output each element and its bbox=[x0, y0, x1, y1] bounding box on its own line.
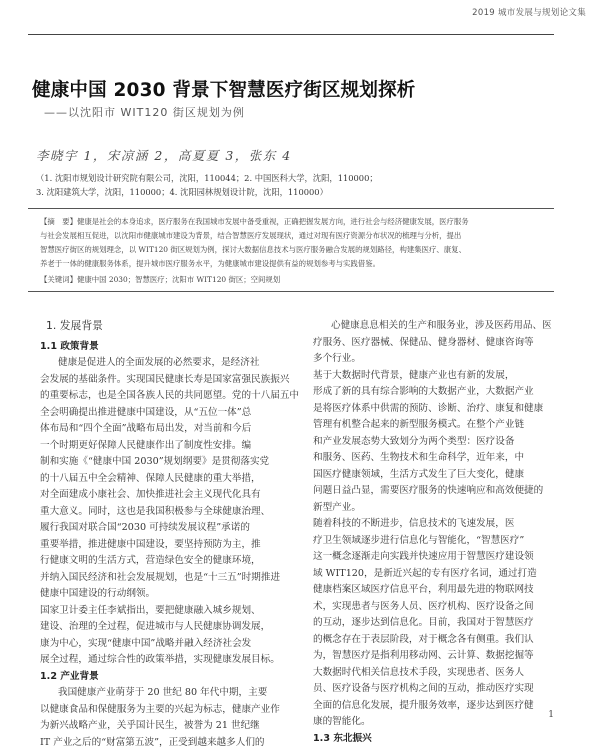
body-text-line: 全会明确提出推进健康中国建设，从“五位一体”总 bbox=[40, 405, 292, 422]
body-text-line: 为新兴战略产业，关乎国计民生，被誉为 21 世纪继 bbox=[40, 718, 292, 735]
body-text-line: 健康档案区域医疗信息平台，利用最先进的物联网技 bbox=[313, 582, 555, 599]
body-column-left bbox=[40, 318, 292, 751]
body-text-line: 问题日益凸显，需要医疗服务的快速响应和高效便捷的 bbox=[313, 483, 555, 500]
body-text-line: 基于大数据时代背景，健康产业也有新的发展， bbox=[313, 368, 555, 385]
body-text-line: 并纳入国民经济和社会发展规划，也是“十三五”时期推进 bbox=[40, 570, 292, 587]
body-text-line: 对全面建成小康社会、加快推进社会主义现代化具有 bbox=[40, 487, 292, 504]
body-text-line: 重要举措，推进健康中国建设，要坚持预防为主，推 bbox=[40, 537, 292, 554]
body-text-line: 为，智慧医疗是指利用移动网、云计算、数据挖掘等 bbox=[313, 648, 555, 665]
section-heading: 1. 发展背景 bbox=[40, 318, 292, 335]
body-text-line: 心健康息息相关的生产和服务业，涉及医药用品、医 bbox=[313, 318, 555, 335]
paper-title: 健康中国 2030 背景下智慧医疗街区规划探析 bbox=[32, 76, 415, 102]
abstract-line: 与社会发展相互促进，以沈阳市健康城市建设为背景，结合智慧医疗发展现状，通过对现有医疗资源分布状况的梳理与分析，提出 bbox=[40, 230, 461, 241]
subsection-heading: 1.2 产业背景 bbox=[40, 669, 292, 686]
body-text-line: 体布局和“四个全面”战略布局出发，对当前和今后 bbox=[40, 421, 292, 438]
affiliation-line: 3. 沈阳建筑大学，沈阳，110000；4. 沈阳园林规划设计院，沈阳，110000） bbox=[36, 186, 328, 198]
body-text-line: 全面的信息化发展，提升服务效率，逐步达到医疗健 bbox=[313, 698, 555, 715]
body-text-line: 展全过程，通过综合性的政策举措，实现健康发展目标。 bbox=[40, 652, 292, 669]
body-text-line: 这一概念逐渐走向实践并快速应用于智慧医疗建设领 bbox=[313, 549, 555, 566]
body-text-line: 形成了新的具有综合影响的大数据产业，大数据产业 bbox=[313, 384, 555, 401]
body-text-line: 会发展的基础条件。实现国民健康长寿是国家富强民族振兴 bbox=[40, 372, 292, 389]
body-text-line: 国医疗健康领域，生活方式发生了巨大变化，健康 bbox=[313, 467, 555, 484]
body-text-line: 以健康食品和保健服务为主要的兴起为标志，健康产业作 bbox=[40, 702, 292, 719]
body-text-line: 和产业发展态势大致划分为两个类型：医疗设备 bbox=[313, 434, 555, 451]
abstract-line: 养老于一体的健康服务体系，提升城市医疗服务水平，为健康城市建设提供有益的规划参考与实践借鉴。 bbox=[40, 258, 380, 269]
author-list: 李晓宇 1，宋凉涵 2，高夏夏 3，张东 4 bbox=[36, 146, 292, 164]
body-text-line: 疗服务、医疗器械、保健品、健身器材、健康咨询等 bbox=[313, 335, 555, 352]
body-text-line: 康的智能化。 bbox=[313, 714, 555, 731]
body-text-line: 的概念存在于表层阶段，对于概念各有侧重。我们认 bbox=[313, 632, 555, 649]
body-column-right bbox=[313, 318, 555, 747]
body-text-line: 我国健康产业萌芽于 20 世纪 80 年代中期，主要 bbox=[40, 685, 292, 702]
page-number: 1 bbox=[548, 710, 554, 720]
body-text-line: 大数据时代相关信息技术手段，实现患者、医务人 bbox=[313, 665, 555, 682]
paper-subtitle: ——以沈阳市 WIT120 街区规划为例 bbox=[44, 104, 245, 120]
abstract-line: 【摘 要】健康是社会的本身追求，医疗服务在我国城市发展中备受重视，正确把握发展方向，进行社会与经济健康发展，医疗服务 bbox=[40, 216, 469, 227]
affiliation-line: （1. 沈阳市规划设计研究院有限公司，沈阳，110044；2. 中国医科大学，沈阳，110000； bbox=[36, 172, 378, 184]
abstract-line: 智慧医疗街区的规划理念，以 WIT120 街区规划为例，探讨大数据信息技术与医疗服务融合发展的规划路径，构建集医疗、康复、 bbox=[40, 244, 466, 255]
body-text-line: 的重要标志，也是全国各族人民的共同愿望。党的十八届五中 bbox=[40, 388, 292, 405]
subsection-heading: 1.3 东北振兴 bbox=[313, 731, 555, 748]
body-text-line: 康为中心，实现“健康中国”战略并融入经济社会发 bbox=[40, 636, 292, 653]
body-text-line: 健康中国建设的行动纲领。 bbox=[40, 586, 292, 603]
body-text-line: 管理有机整合起来的新型服务模式。在整个产业链 bbox=[313, 417, 555, 434]
body-text-line: 建设、治理的全过程，促进城市与人民健康协调发展， bbox=[40, 619, 292, 636]
body-text-line: 制和实施《“健康中国 2030”规划纲要》是贯彻落实党 bbox=[40, 454, 292, 471]
body-text-line: 和服务、医药、生物技术和生命科学，近年来，中 bbox=[313, 450, 555, 467]
body-text-line: 履行我国对联合国“2030 可持续发展议程”承诺的 bbox=[40, 520, 292, 537]
header-rule bbox=[28, 34, 554, 35]
body-text-line: 员、医疗设备与医疗机构之间的互动，推动医疗实现 bbox=[313, 681, 555, 698]
body-text-line: 一个时期更好保障人民健康作出了制度性安排。编 bbox=[40, 438, 292, 455]
body-text-line: 的互动，逐步达到信息化。目前，我国对于智慧医疗 bbox=[313, 615, 555, 632]
subsection-heading: 1.1 政策背景 bbox=[40, 339, 292, 356]
body-text-line: 疗卫生领域逐步进行信息化与智能化，“智慧医疗” bbox=[313, 533, 555, 550]
body-text-line: 新型产业。 bbox=[313, 500, 555, 517]
body-text-line: 域 WIT120，是新近兴起的专有医疗名词，通过打造 bbox=[313, 566, 555, 583]
body-text-line: 多个行业。 bbox=[313, 351, 555, 368]
keywords-line: 【关键词】健康中国 2030；智慧医疗；沈阳市 WIT120 街区；空间规划 bbox=[40, 274, 280, 285]
running-header: 2019 城市发展与规划论文集 bbox=[472, 6, 586, 18]
body-text-line: IT 产业之后的“财富第五波”，正受到越来越多人们的 bbox=[40, 735, 292, 751]
body-text-line: 行健康文明的生活方式，营造绿色安全的健康环境， bbox=[40, 553, 292, 570]
body-text-line: 健康是促进人的全面发展的必然要求，是经济社 bbox=[40, 355, 292, 372]
body-text-line: 的十八届五中全会精神、保障人民健康的重大举措， bbox=[40, 471, 292, 488]
body-text-line: 术，实现患者与医务人员、医疗机构、医疗设备之间 bbox=[313, 599, 555, 616]
body-text-line: 国家卫计委主任李斌指出，要把健康融入城乡规划、 bbox=[40, 603, 292, 620]
body-text-line: 是将医疗体系中供需的预防、诊断、治疗、康复和健康 bbox=[313, 401, 555, 418]
body-text-line: 重大意义。同时，这也是我国积极参与全球健康治理、 bbox=[40, 504, 292, 521]
body-text-line: 随着科技的不断进步，信息技术的飞速发展，医 bbox=[313, 516, 555, 533]
